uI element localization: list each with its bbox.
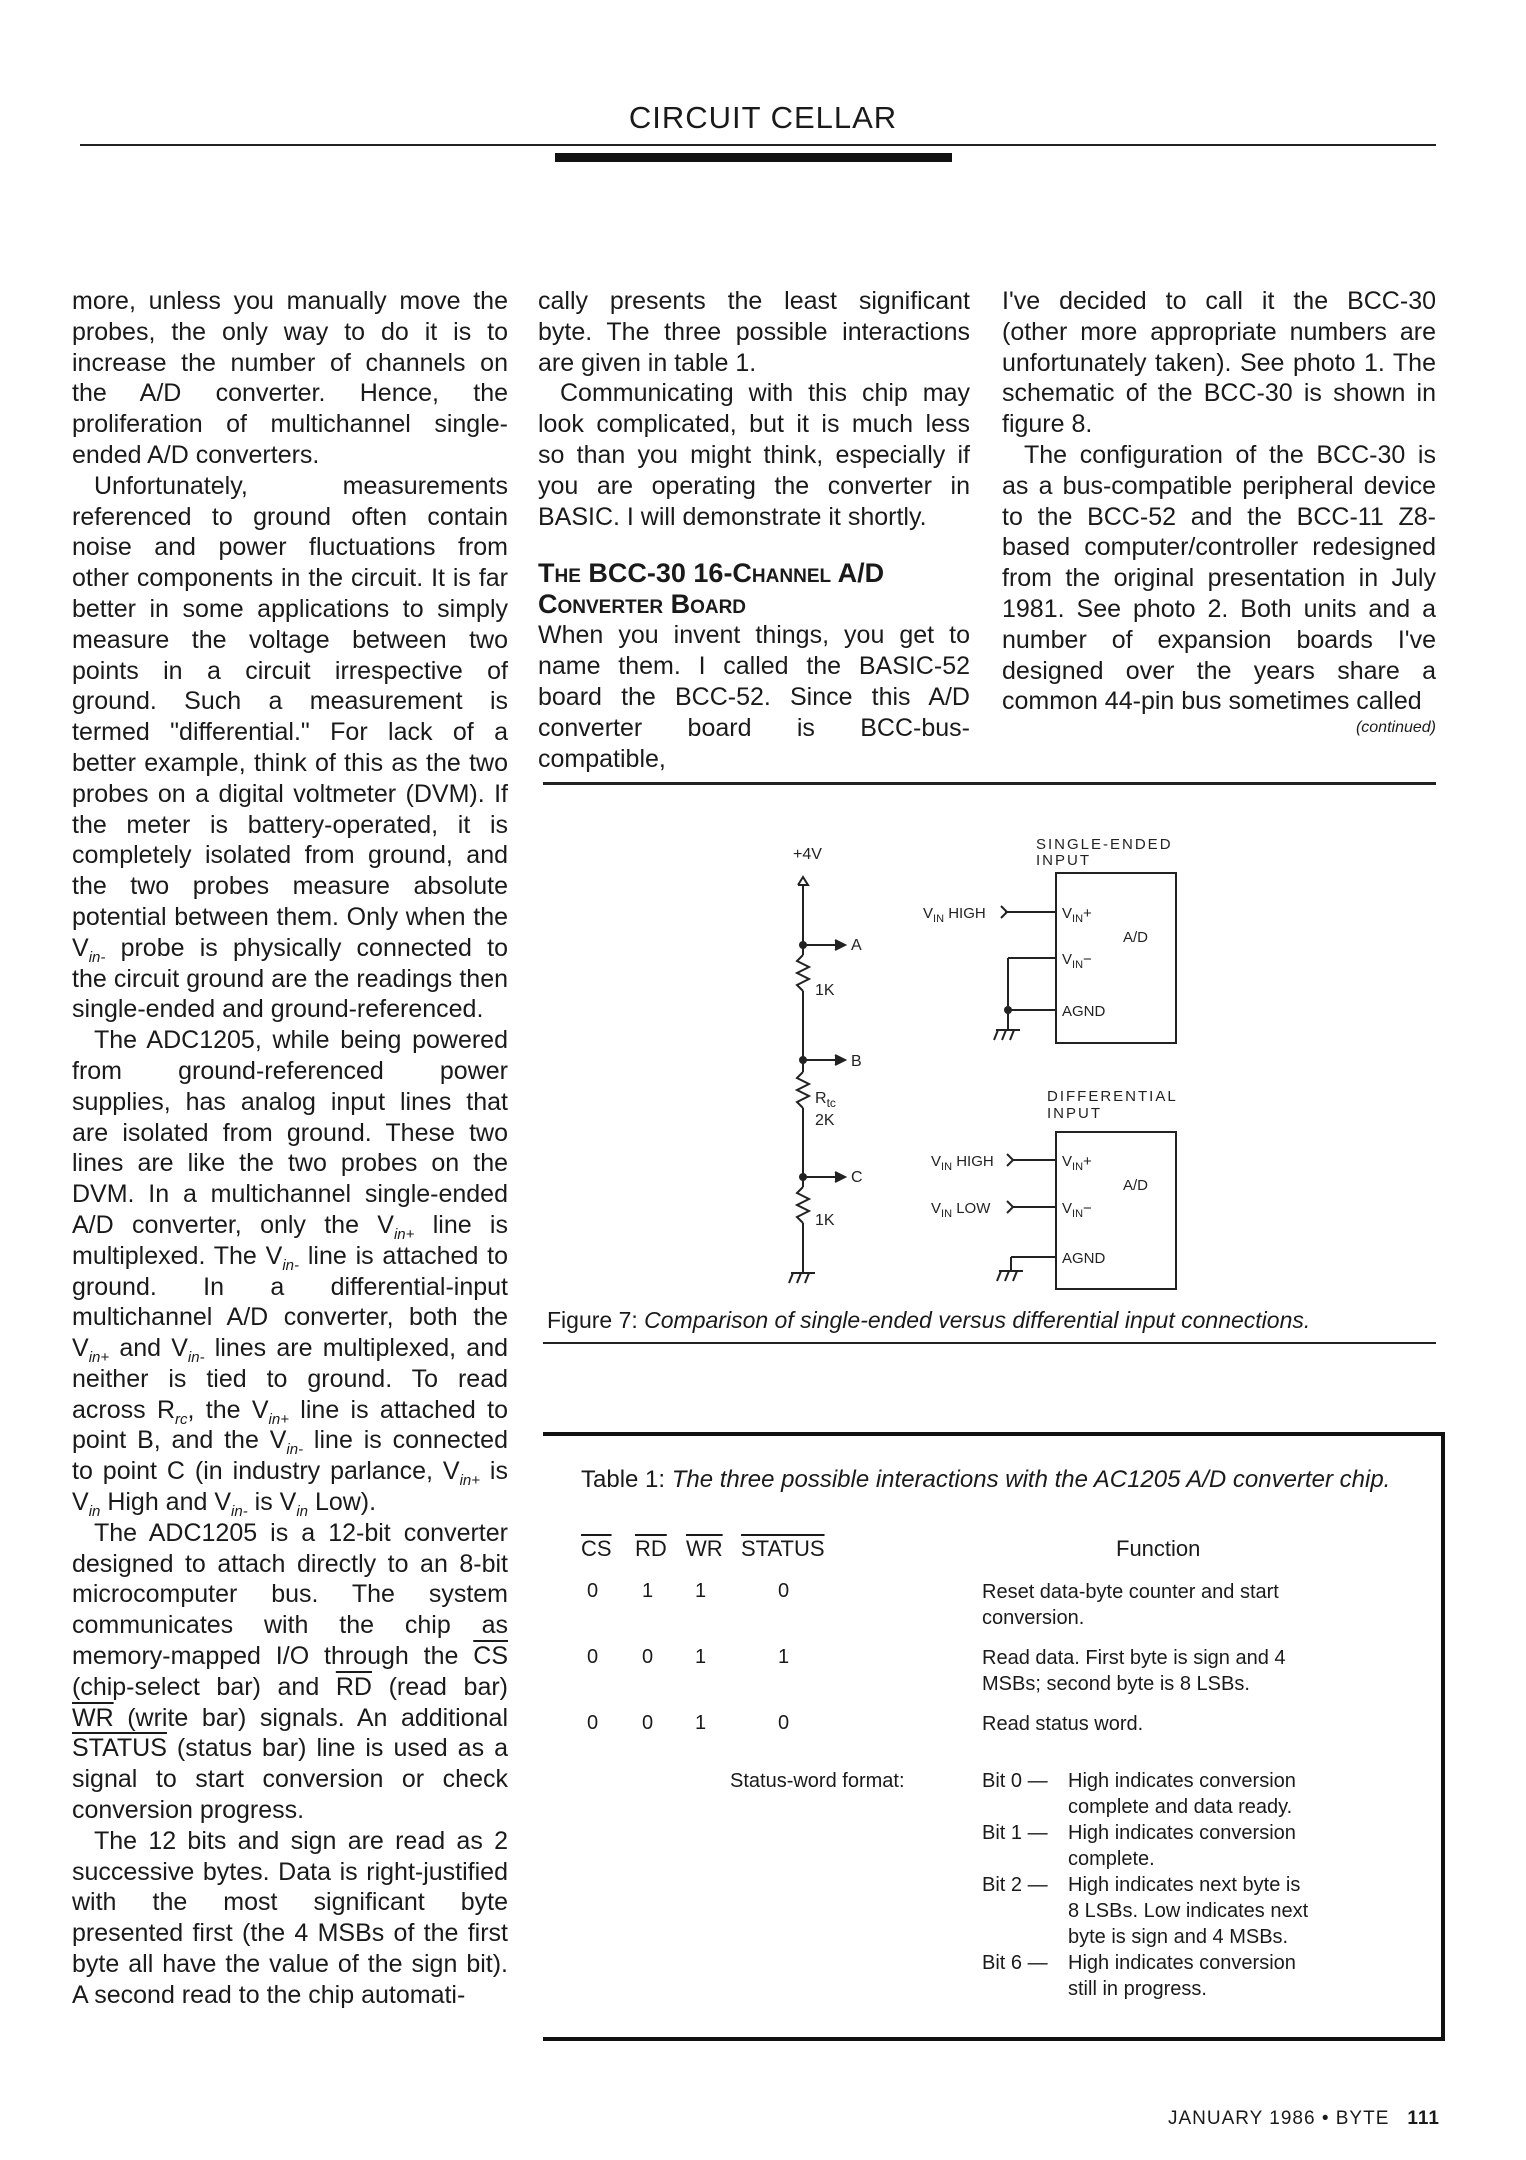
table-caption-text: The three possible interactions with the AC1205 A/D converter chip. [671,1466,1391,1493]
header-rd: $\overline{RD}$ [635,1536,667,1561]
resistor-2-label: $R_{tc}$ [815,1090,836,1110]
table-cell: 1 [778,1646,790,1668]
junction-dot [799,1056,807,1064]
resistor-1-label: 1K [815,982,835,999]
vin-minus-pin: $V_{IN}-$ [1062,951,1092,971]
bit-description: High indicates next byte is 8 LSBs. Low indicates next byte is sign and 4 MSBs. [1068,1874,1309,1948]
schematic-diagram [543,785,1436,1295]
single-ended-subtitle: INPUT [1036,852,1091,869]
point-c-label: C [851,1169,863,1186]
continued-note: (continued) [1355,719,1436,737]
supply-arrow-icon [798,877,808,885]
paragraph: When you invent things, you get to name them. I called the BASIC-52 board the BCC-52. Since this A/D converter board is BCC-bus-compatible, [538,621,970,773]
single-ended-title: SINGLE-ENDED [1036,836,1173,853]
table-cell: 1 [695,1646,707,1668]
table-caption [581,1466,1390,1494]
figure-caption-text: Comparison of single-ended versus differential input connections. [644,1307,1311,1333]
vin-plus-pin: $V_{IN}+$ [1062,1153,1092,1173]
resistor-2-icon [797,1072,809,1108]
table-cell: 0 [587,1646,599,1668]
resistor-1-icon [797,955,809,991]
arrow-c-icon [835,1172,845,1182]
table-cell: 1 [695,1712,707,1734]
vin-plus-pin: $V_{IN}+$ [1062,905,1092,925]
bit-description: High indicates conversion complete and data ready. [1068,1770,1296,1818]
status-word-format-label: Status-word format: [730,1770,905,1792]
agnd-pin: AGND [1062,1003,1106,1020]
vin-low-label: $V_{IN}$ LOW [931,1200,991,1220]
bit-label: Bit 2 — [982,1874,1048,1896]
point-a-label: A [851,937,862,954]
paragraph: cally presents the least significant byte. The three possible interactions are given in table 1. [538,287,970,377]
table-cell: 0 [587,1712,599,1734]
vin-high-label: $V_{IN}$ HIGH [923,905,986,925]
junction-dot [799,941,807,949]
header-bar [555,153,952,162]
bit-label: Bit 0 — [982,1770,1048,1792]
resistor-3-icon [797,1187,809,1223]
paragraph: Communicating with this chip may look complicated, but it is much less so than you might think, especially if you are operating the converter in BASIC. I will demonstrate it shortly. [538,379,970,531]
junction-dot [1004,1006,1012,1014]
table-cell: 0 [642,1712,654,1734]
function-text: Read data. First byte is sign and 4 MSBs; second byte is 8 LSBs. [982,1647,1286,1695]
bit-label: Bit 6 — [982,1952,1048,1974]
table-caption-label: Table 1: [581,1466,666,1493]
bit-description: High indicates conversion complete. [1068,1822,1296,1870]
page-footer [1000,2108,1440,2130]
header-wr: $\overline{WR}$ [686,1536,723,1561]
text-column-1 [72,286,508,2011]
vin-minus-pin: $V_{IN}-$ [1062,1200,1092,1220]
differential-title: DIFFERENTIAL [1047,1088,1178,1105]
differential-subtitle: INPUT [1047,1105,1102,1122]
paragraph: The 12 bits and sign are read as 2 successive bytes. Data is right-justified with the most significant byte presented first (the 4 MSBs of the first byte all have the value of the sign bit). A second read to the chip automati- [72,1826,508,2009]
figure-7 [543,782,1436,1344]
ad-label: A/D [1123,1177,1149,1194]
arrow-a-icon [835,940,845,950]
agnd-pin: AGND [1062,1250,1106,1267]
paragraph: I've decided to call it the BCC-30 (other more appropriate numbers are unfortunately taken). See photo 1. The schematic of the BCC-30 is shown in figure 8. [1002,287,1436,439]
function-text: Read status word. [982,1713,1144,1735]
paragraph: more, unless you manually move the probes, the only way to do it is to increase the number of channels on the A/D converter. Hence, the proliferation of multichannel single-ended A/D converters. [72,287,508,469]
header-cs: $\overline{CS}$ [581,1536,612,1561]
issue-label: JANUARY 1986 • BYTE [1168,2108,1390,2129]
paragraph: The ADC1205 is a 12-bit converter designed to attach directly to an 8-bit microcomputer bus. The system communicates with the chip as memory-mapped I/O through the $\overline{CS}$ (chip-select bar) and $\overline{RD}$ (read bar) $\overline{WR}$ (write bar) signals. An additional STATUS (status bar) line is used as a signal to start conversion or check conversion progress. [72,1518,509,1825]
arrow-b-icon [835,1055,845,1065]
vin-high-label: $V_{IN}$ HIGH [931,1153,994,1173]
point-b-label: B [851,1053,862,1070]
bit-label: Bit 1 — [982,1822,1048,1844]
section-heading: The BCC-30 16-Channel A/D Converter Board [538,558,885,620]
function-text: Reset data-byte counter and start conversion. [982,1581,1279,1629]
table-cell: 0 [642,1646,654,1668]
paragraph: Unfortunately, measurements referenced to ground often contain noise and power fluctuations from other components in the circuit. It is far better in some applications to simply measure the voltage between two points in a circuit irrespective of ground. Such a measurement is termed "differential." For lack of a better example, think of this as the two probes on a digital voltmeter (DVM). If the meter is battery-operated, it is completely isolated from ground, and the two probes measure absolute potential between them. Only when the $V_{in-}$ probe is physically connected to the circuit ground are the readings then single-ended and ground-referenced. [72,471,508,1024]
page-number: 111 [1407,2108,1440,2129]
figure-caption-label: Figure 7: [547,1307,638,1333]
paragraph: The configuration of the BCC-30 is as a bus-compatible peripheral device to the BCC-52 and the BCC-11 Z8-based computer/controller redesigned from the original presentation in July 1981. See photo 2. Both units and a number of expansion boards I've designed over the years share a common 44-pin bus sometimes called [1002,440,1436,716]
table-cell: 1 [642,1580,654,1602]
table-1 [543,1432,1445,2041]
figure-caption [547,1307,1310,1334]
table-cell: 0 [587,1580,599,1602]
text-column-3 [1002,286,1436,739]
header-rule [80,144,1436,146]
resistor-2-value: 2K [815,1112,835,1129]
supply-label: +4V [793,846,822,863]
text-column-2 [538,286,970,774]
junction-dot [799,1173,807,1181]
table-cell: 0 [778,1580,790,1602]
paragraph: The ADC1205, while being powered from ground-referenced power supplies, has analog input lines that are isolated from ground. These two lines are like the two probes on the DVM. In a multichannel single-ended A/D converter, only the $V_{in+}$ line is multiplexed. The $V_{in-}$ line is attached to ground. In a differential-input multichannel A/D converter, both the $V_{in+}$ and $V_{in-}$ lines are multiplexed, and neither is tied to ground. To read across $R_{rc}$, the $V_{in+}$ line is attached to point B, and the $V_{in-}$ line is connected to point C (in industry parlance, $V_{in+}$ is $V_{in}$ High and $V_{in-}$ is $V_{in}$ Low). [72,1026,509,1521]
ad-label: A/D [1123,929,1149,946]
header-function: Function [1116,1536,1201,1561]
table-cell: 1 [695,1580,707,1602]
resistor-3-label: 1K [815,1212,835,1229]
header-status: STATUS [741,1536,825,1561]
bit-description: High indicates conversion still in progress. [1068,1952,1296,2000]
section-header-title: CIRCUIT CELLAR [628,100,898,135]
table-cell: 0 [778,1712,790,1734]
